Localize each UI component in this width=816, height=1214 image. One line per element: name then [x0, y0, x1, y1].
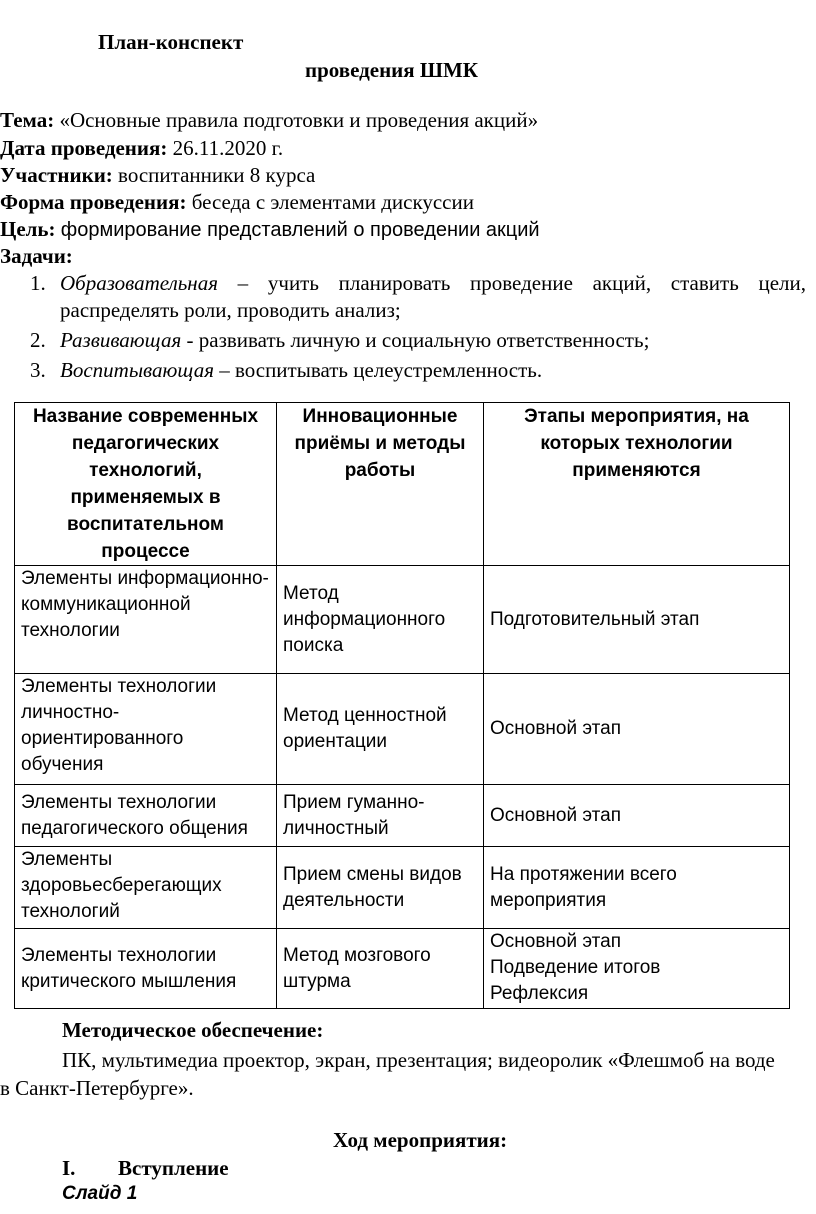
- table-cell: Основной этап Подведение итогов Рефлексия: [484, 929, 790, 1009]
- table-row: [15, 674, 790, 785]
- table-row: [15, 785, 790, 847]
- task-type: Образовательная: [60, 271, 218, 295]
- topic-label: Тема:: [0, 108, 55, 132]
- topic-line: [0, 108, 538, 133]
- table-cell: Основной этап: [484, 785, 790, 847]
- task-text: - развивать личную и социальную ответственность;: [181, 328, 650, 352]
- table-cell: Подготовительный этап: [484, 566, 790, 674]
- table-cell: Основной этап: [484, 674, 790, 785]
- table-cell: Элементы здоровьесберегающих технологий: [15, 847, 277, 929]
- methodical-text: ПК, мультимедиа проектор, экран, презентация; видеоролик «Флешмоб на воде в Санкт-Петербурге».: [0, 1048, 775, 1100]
- table-cell: Метод ценностной ориентации: [277, 674, 484, 785]
- date-value: 26.11.2020 г.: [172, 136, 284, 160]
- table-cell: Прием гуманно-личностный: [277, 785, 484, 847]
- table-cell: Элементы технологии личностно-ориентированного обучения: [15, 674, 277, 785]
- technologies-table: [14, 402, 790, 1009]
- table-cell: Прием смены видов деятельности: [277, 847, 484, 929]
- table-cell: На протяжении всего мероприятия: [484, 847, 790, 929]
- task-number: 2.: [30, 328, 46, 352]
- table-cell: Элементы информационно-коммуникационной технологии: [15, 566, 277, 674]
- table-header-row: [15, 403, 790, 566]
- table-row: [15, 566, 790, 674]
- task-type: Воспитывающая: [60, 358, 214, 382]
- slide-label: Слайд 1: [62, 1183, 138, 1204]
- task-item: [30, 357, 806, 384]
- goal-line: [0, 217, 540, 242]
- goal-value: формирование представлений о проведении акций: [60, 219, 540, 241]
- tasks-label: Задачи:: [0, 244, 73, 268]
- task-number: 1.: [30, 271, 46, 295]
- topic-value: «Основные правила подготовки и проведения акций»: [59, 108, 539, 132]
- table-cell: Элементы технологии критического мышления: [15, 929, 277, 1009]
- form-value: беседа с элементами дискуссии: [191, 190, 474, 214]
- section-number: I.: [62, 1156, 76, 1180]
- goal-label: Цель:: [0, 217, 56, 241]
- task-type: Развивающая: [60, 328, 182, 352]
- participants-value: воспитанники 8 курса: [118, 163, 316, 187]
- date-line: [0, 136, 283, 161]
- table-cell: Метод информационного поиска: [277, 566, 484, 674]
- document-title: План-конспект: [98, 30, 244, 54]
- document-subtitle: проведения ШМК: [305, 58, 479, 82]
- tasks-heading: [0, 244, 73, 269]
- methodical-heading: Методическое обеспечение:: [62, 1018, 324, 1042]
- column-header-technologies: Название современных педагогических технологий, применяемых в воспитательном процессе: [15, 403, 277, 566]
- course-heading: Ход мероприятия:: [333, 1128, 508, 1152]
- participants-label: Участники:: [0, 163, 113, 187]
- date-label: Дата проведения:: [0, 136, 168, 160]
- table-row: [15, 847, 790, 929]
- participants-line: [0, 163, 315, 188]
- form-line: [0, 190, 474, 215]
- column-header-methods: Инновационные приёмы и методы работы: [277, 403, 484, 566]
- table-cell: Метод мозгового штурма: [277, 929, 484, 1009]
- task-text: – воспитывать целеустремленность.: [213, 358, 543, 382]
- table-cell: Элементы технологии педагогического общения: [15, 785, 277, 847]
- column-header-stages: Этапы мероприятия, на которых технологии применяются: [484, 403, 790, 566]
- task-item: [30, 270, 806, 324]
- task-text: – учить планировать проведение акций, ставить цели, распределять роли, проводить анализ;: [60, 271, 806, 322]
- tasks-list: [30, 270, 806, 387]
- section-title: Вступление: [118, 1156, 229, 1180]
- task-item: [30, 327, 806, 354]
- form-label: Форма проведения:: [0, 190, 187, 214]
- table-row: [15, 929, 790, 1009]
- task-number: 3.: [30, 358, 46, 382]
